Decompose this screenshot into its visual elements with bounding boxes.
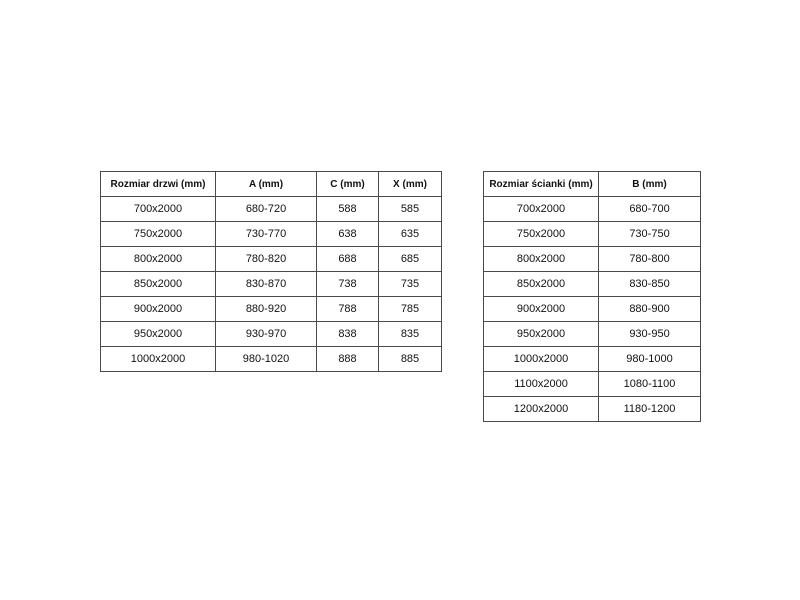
wall-size-cell: 950x2000	[484, 322, 599, 347]
b-value-cell: 930-950	[599, 322, 701, 347]
table-row	[484, 397, 701, 422]
wall-size-cell: 1200x2000	[484, 397, 599, 422]
table-row	[484, 272, 701, 297]
a-value-cell: 880-920	[216, 297, 317, 322]
x-value-cell: 885	[379, 347, 442, 372]
wall-size-cell: 800x2000	[484, 247, 599, 272]
x-value-cell: 585	[379, 197, 442, 222]
b-value-cell: 980-1000	[599, 347, 701, 372]
a-value-cell: 980-1020	[216, 347, 317, 372]
door-size-cell: 1000x2000	[101, 347, 216, 372]
table-row	[484, 222, 701, 247]
c-value-cell: 788	[317, 297, 379, 322]
c-value-cell: 588	[317, 197, 379, 222]
c-value-cell: 838	[317, 322, 379, 347]
table-row	[484, 197, 701, 222]
wall-size-cell: 1100x2000	[484, 372, 599, 397]
column-header-wall-size: Rozmiar ścianki (mm)	[484, 172, 599, 197]
table-row	[484, 372, 701, 397]
door-size-cell: 850x2000	[101, 272, 216, 297]
table-row	[101, 322, 442, 347]
table-row	[101, 197, 442, 222]
door-size-cell: 750x2000	[101, 222, 216, 247]
c-value-cell: 738	[317, 272, 379, 297]
c-value-cell: 638	[317, 222, 379, 247]
wall-size-table	[483, 171, 701, 422]
b-value-cell: 880-900	[599, 297, 701, 322]
table-header-row	[101, 172, 442, 197]
table-row	[101, 297, 442, 322]
table-row	[101, 247, 442, 272]
door-size-cell: 950x2000	[101, 322, 216, 347]
table-header-row	[484, 172, 701, 197]
b-value-cell: 730-750	[599, 222, 701, 247]
door-size-cell: 900x2000	[101, 297, 216, 322]
b-value-cell: 1180-1200	[599, 397, 701, 422]
column-header-a: A (mm)	[216, 172, 317, 197]
x-value-cell: 635	[379, 222, 442, 247]
x-value-cell: 735	[379, 272, 442, 297]
wall-size-cell: 750x2000	[484, 222, 599, 247]
column-header-b: B (mm)	[599, 172, 701, 197]
wall-size-cell: 850x2000	[484, 272, 599, 297]
table-row	[484, 322, 701, 347]
table-row	[101, 222, 442, 247]
wall-size-cell: 700x2000	[484, 197, 599, 222]
table-row	[484, 247, 701, 272]
wall-size-cell: 1000x2000	[484, 347, 599, 372]
b-value-cell: 680-700	[599, 197, 701, 222]
a-value-cell: 930-970	[216, 322, 317, 347]
c-value-cell: 688	[317, 247, 379, 272]
x-value-cell: 835	[379, 322, 442, 347]
column-header-c: C (mm)	[317, 172, 379, 197]
column-header-door-size: Rozmiar drzwi (mm)	[101, 172, 216, 197]
table-row	[484, 347, 701, 372]
door-size-cell: 800x2000	[101, 247, 216, 272]
table-row	[101, 347, 442, 372]
x-value-cell: 785	[379, 297, 442, 322]
a-value-cell: 730-770	[216, 222, 317, 247]
table-row	[484, 297, 701, 322]
door-size-table	[100, 171, 442, 372]
table-row	[101, 272, 442, 297]
x-value-cell: 685	[379, 247, 442, 272]
a-value-cell: 680-720	[216, 197, 317, 222]
a-value-cell: 780-820	[216, 247, 317, 272]
a-value-cell: 830-870	[216, 272, 317, 297]
wall-size-cell: 900x2000	[484, 297, 599, 322]
door-size-cell: 700x2000	[101, 197, 216, 222]
b-value-cell: 830-850	[599, 272, 701, 297]
column-header-x: X (mm)	[379, 172, 442, 197]
c-value-cell: 888	[317, 347, 379, 372]
b-value-cell: 780-800	[599, 247, 701, 272]
b-value-cell: 1080-1100	[599, 372, 701, 397]
